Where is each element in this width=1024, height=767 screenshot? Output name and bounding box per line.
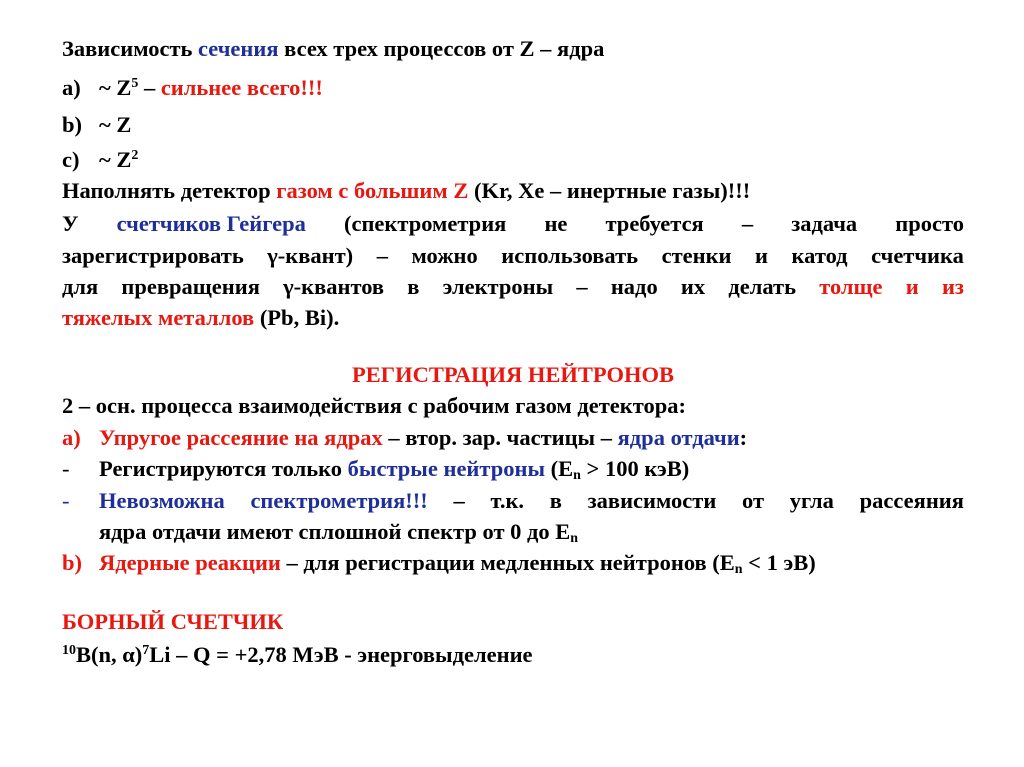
item-b-text: ~ Z [99, 112, 132, 137]
fast-neutrons: быстрые нейтроны [347, 456, 546, 481]
g1-word: счетчиков Гейгера [116, 211, 306, 236]
g3-word: превращения [121, 274, 260, 299]
item-a [62, 77, 323, 100]
elastic-text-2: – втор. зар. частицы – [382, 425, 618, 450]
g3-word: для [62, 274, 99, 299]
g2-word: можно [411, 243, 478, 268]
item-a-sup: 5 [131, 76, 139, 92]
g1-word: (спектрометрия [343, 211, 507, 236]
reaction-text-1: B(n, α) [75, 642, 143, 667]
g3-word: в [407, 274, 420, 299]
item-a-marker: a) [62, 75, 81, 100]
item-b-marker: b) [62, 112, 83, 137]
two-processes-line: 2 – осн. процесса взаимодействия с рабочим газом детектора: [62, 393, 686, 418]
heading-text-3: всех трех процессов от Z – ядра [278, 36, 605, 61]
fill-gas-high-z: газом с большим Z [276, 178, 469, 203]
geiger-line-3 [62, 276, 964, 299]
nuclear-text-2: – для регистрации медленных нейтронов (E [280, 550, 735, 575]
g2-word: – [376, 243, 388, 268]
ns1-word: от [742, 488, 765, 513]
g3-word: и [905, 274, 919, 299]
ns1-word: угла [789, 488, 834, 513]
section-boron-counter-title: БОРНЫЙ СЧЕТЧИК [62, 609, 284, 634]
item-c [62, 149, 138, 172]
g3-word: надо [610, 274, 658, 299]
heading-cross-section: сечения [198, 36, 279, 61]
nospec-sub: n [570, 531, 579, 547]
g3-word: делать [728, 274, 796, 299]
geiger-line-1 [62, 213, 964, 236]
nuclear-reactions: Ядерные реакции [99, 550, 281, 575]
reaction-sup-10: 10 [62, 643, 76, 659]
fast-text-3: (E [545, 456, 574, 481]
g1-word: не [544, 211, 568, 236]
ns1-word: – [453, 488, 465, 513]
g3-word: γ-квантов [283, 274, 385, 299]
fill-text-1: Наполнять детектор [62, 178, 277, 203]
heading-text-1: Зависимость [62, 36, 199, 61]
g3-word: из [941, 274, 964, 299]
g1-word: У [62, 211, 79, 236]
elastic-colon: : [739, 425, 748, 450]
fast-text-1: Регистрируются только [99, 456, 348, 481]
g1-word: просто [895, 211, 964, 236]
ns1-word: рассеяния [859, 488, 964, 513]
g2-word: зарегистрировать [62, 243, 244, 268]
section-neutron-registration-title: РЕГИСТРАЦИЯ НЕЙТРОНОВ [352, 362, 674, 387]
g3-word: толще [819, 274, 883, 299]
g2-word: γ-квант) [267, 243, 354, 268]
heading-line [62, 38, 604, 61]
nospec-line-2-text: ядра отдачи имеют сплошной спектр от 0 до E [99, 519, 571, 544]
g1-word: – [741, 211, 754, 236]
fast-text-4: > 100 кэВ) [580, 456, 690, 481]
elastic-marker: a) [62, 425, 81, 450]
g2-word: счетчика [871, 243, 964, 268]
g1-word: требуется [605, 211, 704, 236]
nuclear-sub: n [734, 562, 743, 578]
g3-word: – [576, 274, 588, 299]
ns1-word: т.к. [490, 488, 525, 513]
item-a-text: ~ Z [99, 75, 132, 100]
item-c-marker: c) [62, 147, 80, 172]
g2-word: и [755, 243, 768, 268]
item-c-sup: 2 [131, 148, 139, 164]
fill-text-3: (Kr, Xe – инертные газы)!!! [468, 178, 751, 203]
g3-word: электроны [442, 274, 554, 299]
reaction-line [62, 644, 533, 667]
g3-word: их [680, 274, 706, 299]
nuclear-marker: b) [62, 550, 83, 575]
g1-word: задача [791, 211, 858, 236]
nospec-marker: - [62, 488, 70, 513]
fast-line [62, 456, 690, 484]
fill-line [62, 180, 750, 203]
item-a-dash: – [138, 75, 161, 100]
nospec-line-1 [99, 490, 964, 513]
geiger-pb-bi: (Pb, Bi). [254, 305, 340, 330]
elastic-scattering: Упругое рассеяние на ядрах [99, 425, 383, 450]
ns1-word: зависимости [587, 488, 717, 513]
elastic-recoil-nuclei: ядра отдачи [617, 425, 740, 450]
ns1-word: спектрометрия!!! [250, 488, 428, 513]
geiger-line-4 [62, 307, 339, 330]
reaction-sup-7: 7 [142, 643, 150, 659]
g2-word: стенки [661, 243, 732, 268]
nospec-line-2 [99, 519, 579, 547]
item-c-text: ~ Z [99, 147, 132, 172]
geiger-line-2 [62, 245, 964, 268]
geiger-heavy-metals: тяжелых металлов [62, 305, 255, 330]
elastic-line [62, 427, 747, 450]
ns1-word: в [549, 488, 562, 513]
item-a-strongest: сильнее всего!!! [160, 75, 323, 100]
fast-marker: - [62, 456, 70, 481]
nuclear-line [62, 550, 816, 578]
nospec-marker-wrap [62, 490, 99, 513]
nuclear-text-3: < 1 эВ) [742, 550, 816, 575]
g2-word: использовать [501, 243, 639, 268]
reaction-text-2: Li – Q = +2,78 МэВ - энерговыделение [149, 642, 533, 667]
item-b [62, 114, 131, 137]
fast-sub: n [573, 468, 581, 484]
g2-word: катод [791, 243, 848, 268]
ns1-word: Невозможна [99, 488, 225, 513]
